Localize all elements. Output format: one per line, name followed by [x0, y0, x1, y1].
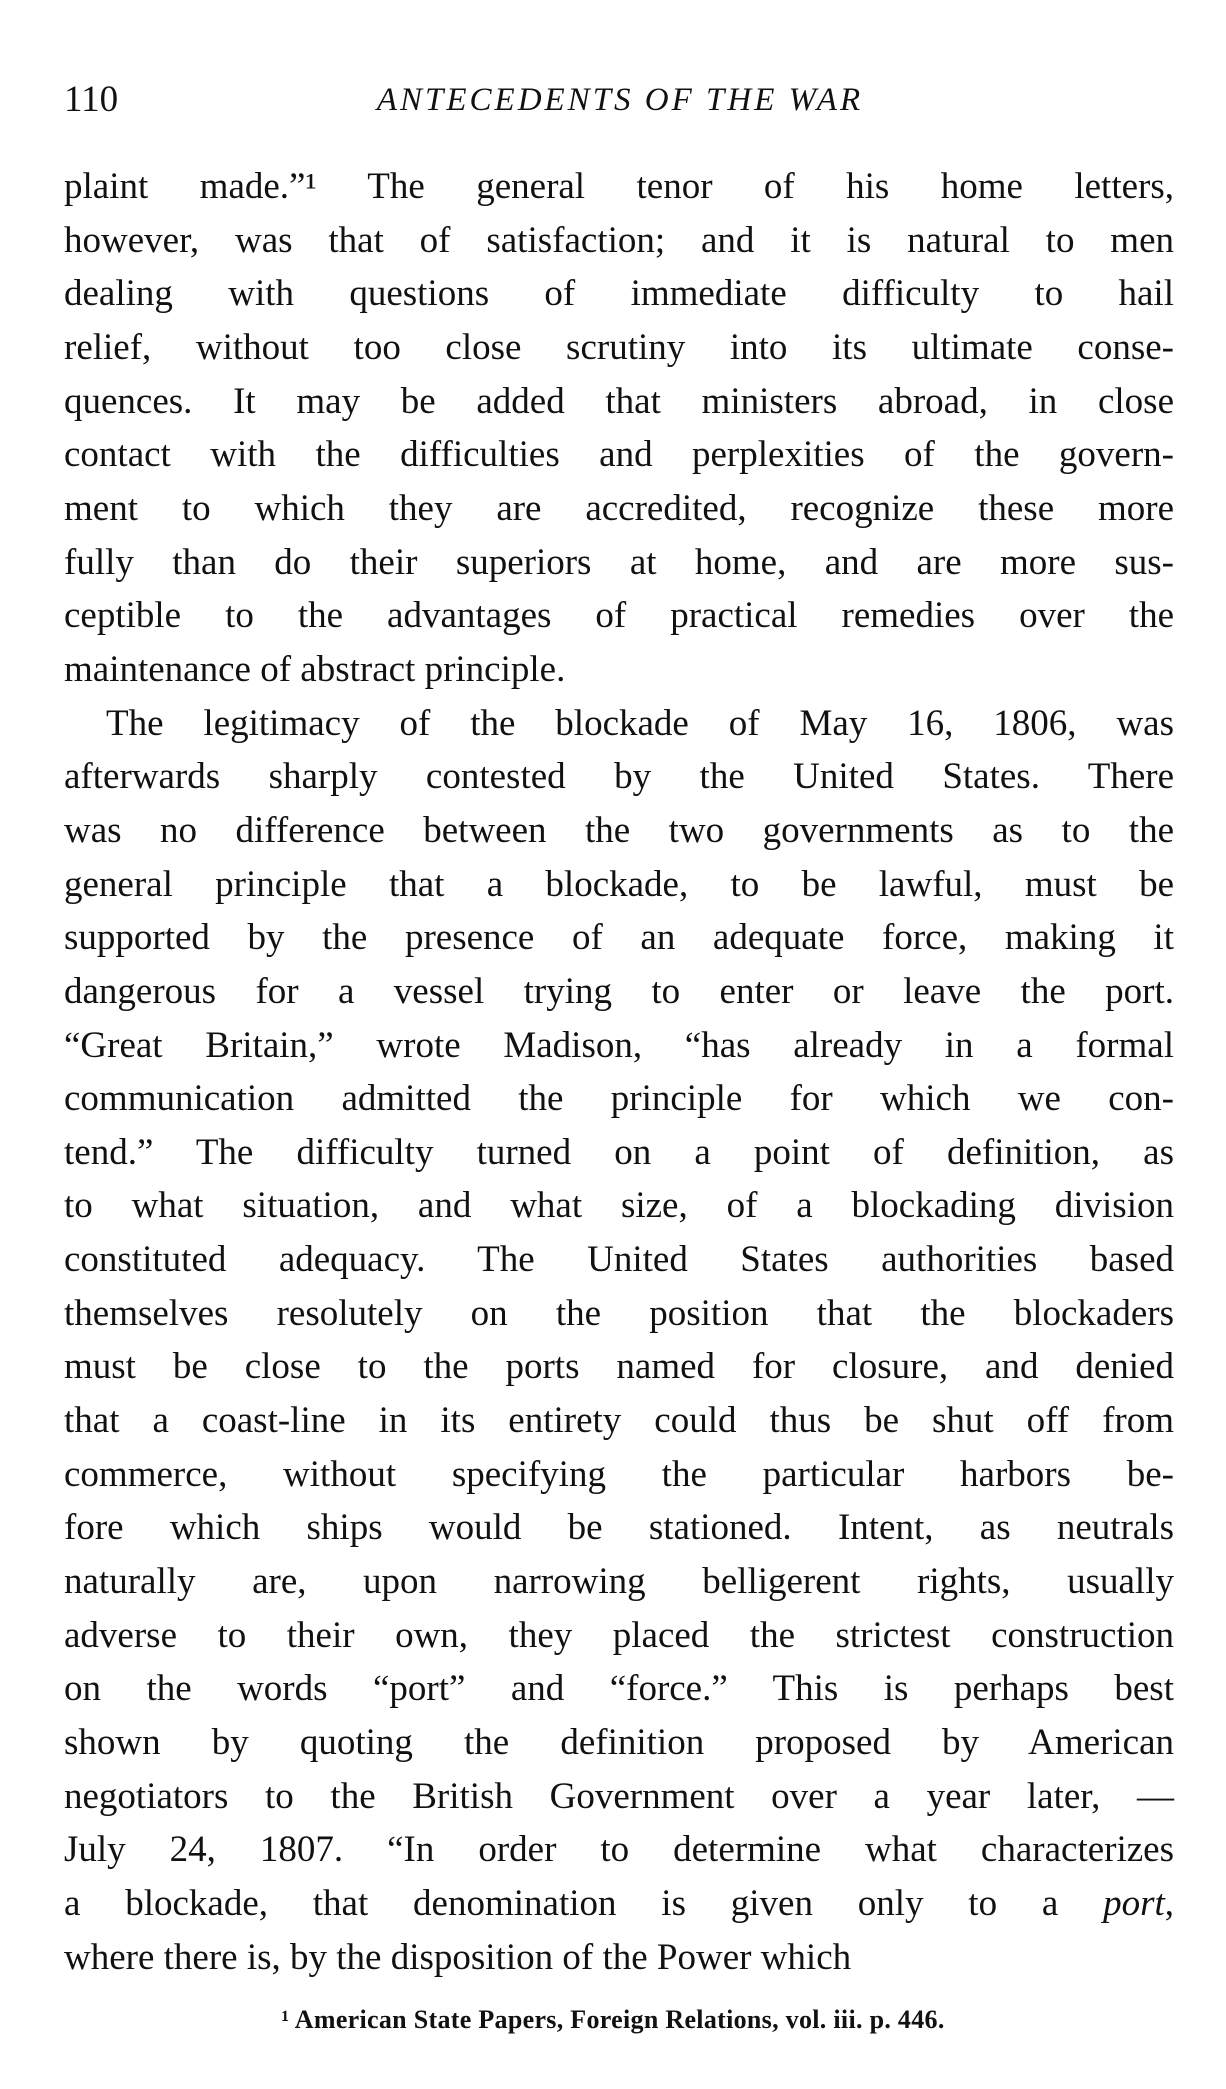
text-line: ment to which they are accredited, recognize these more	[64, 487, 1174, 529]
text-line: communication admitted the principle for which we con-	[64, 1078, 1174, 1120]
text-line: general principle that a blockade, to be lawful, must be	[64, 863, 1174, 905]
text-line: dangerous for a vessel trying to enter or leave the port.	[64, 970, 1174, 1012]
text-line: however, was that of satisfaction; and it is natural to men	[64, 219, 1174, 261]
text-line: negotiators to the British Government over a year later, —	[64, 1775, 1174, 1817]
text-line: was no difference between the two governments as to the	[64, 809, 1174, 851]
text-line: must be close to the ports named for closure, and denied	[64, 1346, 1174, 1388]
text-line: fore which ships would be stationed. Intent, as neutrals	[64, 1507, 1174, 1549]
text-line: relief, without too close scrutiny into its ultimate conse-	[64, 326, 1174, 368]
text-line: to what situation, and what size, of a blockading division	[64, 1185, 1174, 1227]
page-number: 110	[64, 79, 119, 120]
text-line: tend.” The difficulty turned on a point of definition, as	[64, 1131, 1174, 1173]
text-line: commerce, without specifying the particular harbors be-	[64, 1453, 1174, 1495]
text-line: July 24, 1807. “In order to determine what characterizes	[64, 1829, 1174, 1871]
text-line: constituted adequacy. The United States authorities based	[64, 1239, 1174, 1281]
text-line: plaint made.”¹ The general tenor of his home letters,	[64, 166, 1174, 207]
text-line: themselves resolutely on the position that the blockaders	[64, 1292, 1174, 1334]
text-line: “Great Britain,” wrote Madison, “has already in a formal	[64, 1024, 1174, 1066]
text-line: maintenance of abstract principle.	[64, 648, 566, 690]
footnote: ¹ American State Papers, Foreign Relations, vol. iii. p. 446.	[281, 2005, 945, 2034]
text-line: where there is, by the disposition of the Power which	[64, 1936, 852, 1978]
text-line: a blockade, that denomination is given only to a port,	[64, 1883, 1174, 1924]
running-title: ANTECEDENTS OF THE WAR	[376, 82, 864, 118]
text-line: adverse to their own, they placed the strictest construction	[64, 1614, 1174, 1656]
text-line: ceptible to the advantages of practical remedies over the	[64, 595, 1174, 637]
text-line: on the words “port” and “force.” This is perhaps best	[64, 1668, 1174, 1710]
text-line: afterwards sharply contested by the United States. There	[64, 756, 1174, 798]
text-line: supported by the presence of an adequate force, making it	[64, 917, 1174, 959]
text-line: dealing with questions of immediate difficulty to hail	[64, 273, 1174, 315]
text-line: contact with the difficulties and perplexities of the govern-	[64, 434, 1174, 476]
body-text	[64, 160, 1174, 1984]
text-line: The legitimacy of the blockade of May 16, 1806, was	[106, 702, 1174, 744]
text-line: naturally are, upon narrowing belligerent rights, usually	[64, 1561, 1174, 1603]
text-line: shown by quoting the definition proposed by American	[64, 1722, 1174, 1764]
text-line: quences. It may be added that ministers abroad, in close	[64, 380, 1174, 422]
text-line: fully than do their superiors at home, and are more sus-	[64, 541, 1174, 583]
text-line: that a coast-line in its entirety could thus be shut off from	[64, 1400, 1174, 1442]
